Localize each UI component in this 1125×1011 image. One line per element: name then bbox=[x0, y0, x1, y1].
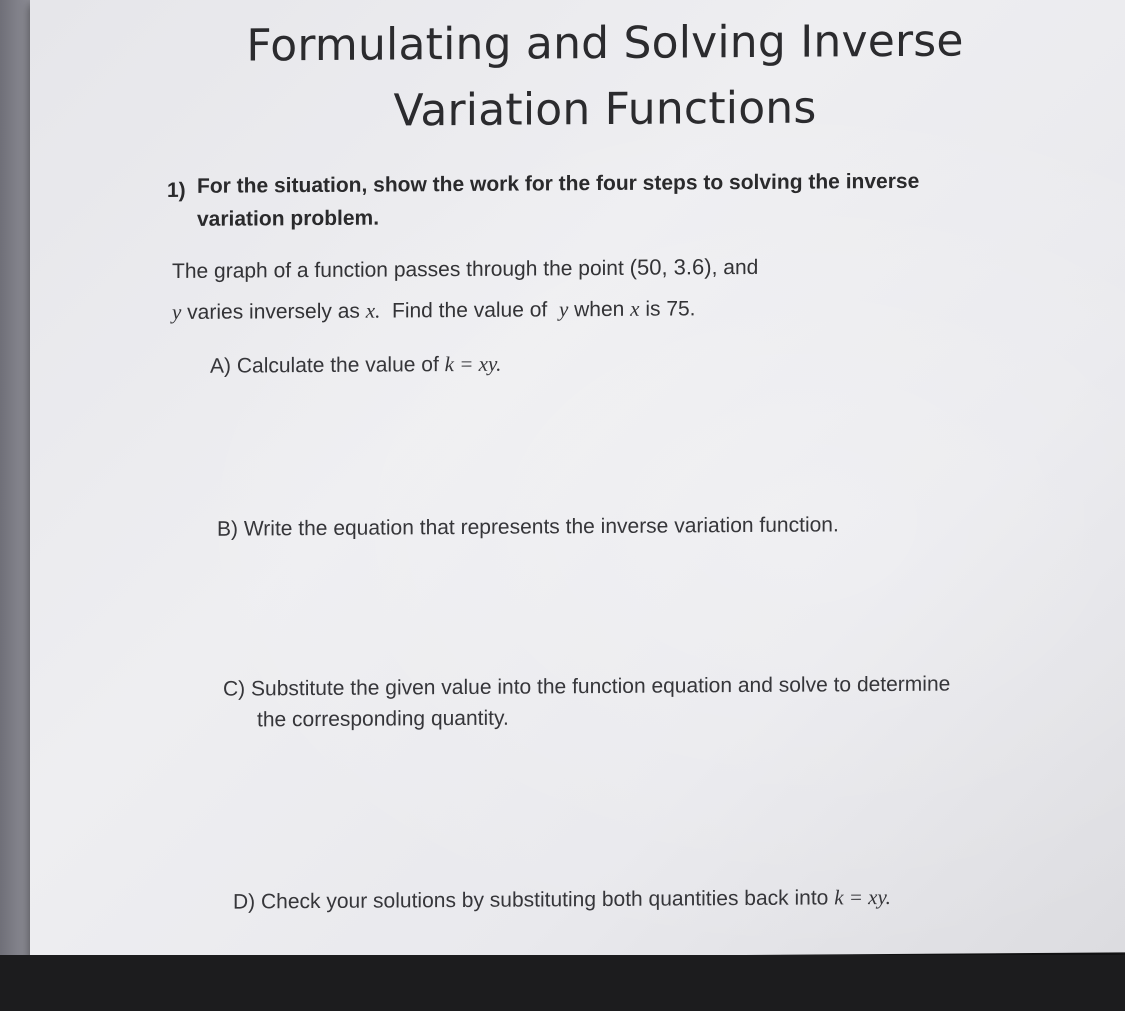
step-a-text: Calculate the value of bbox=[236, 353, 439, 378]
title-line-1: Formulating and Solving Inverse bbox=[246, 15, 964, 72]
step-c-label: C) bbox=[223, 677, 246, 701]
step-c-text-1: Substitute the given value into the function equation and solve to determine bbox=[251, 672, 951, 701]
variable-y: y bbox=[172, 299, 182, 325]
problem-line-1 bbox=[172, 247, 758, 292]
step-a bbox=[210, 349, 501, 382]
point-coordinates: (50, 3.6) bbox=[629, 254, 712, 280]
step-c-line-1 bbox=[223, 669, 950, 705]
problem-text-2c: when bbox=[574, 297, 625, 322]
instruction-line-1: For the situation, show the work for the four steps to solving the inverse bbox=[197, 169, 920, 198]
problem-text-1-end: , and bbox=[711, 255, 759, 280]
variable-x: x. bbox=[365, 298, 381, 323]
step-c-line-2: the corresponding quantity. bbox=[257, 706, 509, 732]
step-d bbox=[233, 882, 891, 918]
question-instruction bbox=[197, 164, 997, 236]
instruction-line-2: variation problem. bbox=[197, 206, 380, 231]
step-b-text: Write the equation that represents the inverse variation function. bbox=[243, 513, 839, 541]
step-d-text: Check your solutions by substituting both quantities back into bbox=[261, 886, 829, 914]
variable-y-2: y bbox=[558, 297, 569, 322]
step-b-label: B) bbox=[217, 517, 238, 541]
step-d-math: k = xy. bbox=[834, 884, 891, 910]
problem-line-2 bbox=[172, 288, 758, 333]
problem-text-2b: Find the value of bbox=[392, 298, 548, 323]
problem-text-1: The graph of a function passes through the point bbox=[172, 256, 624, 284]
monitor-bezel-bottom bbox=[0, 955, 1125, 1011]
problem-statement bbox=[172, 247, 758, 333]
question-number: 1) bbox=[167, 178, 186, 203]
problem-text-2a: varies inversely as bbox=[187, 299, 360, 324]
step-d-label: D) bbox=[233, 890, 256, 914]
worksheet-page bbox=[30, 0, 1125, 960]
step-a-label: A) bbox=[210, 354, 231, 378]
problem-text-2d: is 75. bbox=[645, 297, 696, 321]
title-line-2: Variation Functions bbox=[393, 82, 817, 137]
step-a-math: k = xy. bbox=[444, 351, 502, 377]
variable-x-2: x bbox=[630, 296, 640, 321]
step-b bbox=[217, 509, 839, 544]
step-c bbox=[223, 669, 950, 736]
